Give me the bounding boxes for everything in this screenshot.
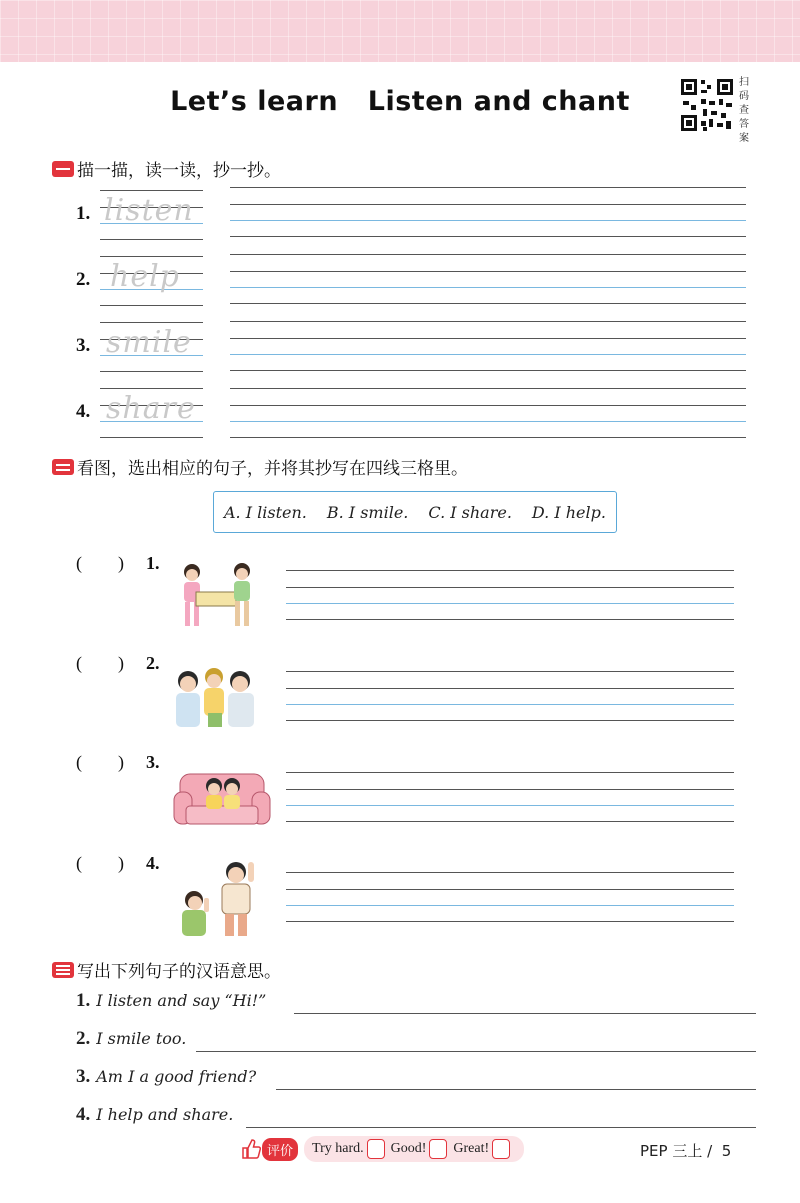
copy-lines[interactable]	[230, 187, 746, 237]
page-title: Let’s learn Listen and chant	[170, 86, 630, 117]
eval-try-hard-checkbox[interactable]	[367, 1139, 385, 1159]
writing-lines[interactable]	[286, 772, 734, 822]
thumbs-up-icon	[240, 1138, 262, 1160]
answer-blank[interactable]: ( )	[76, 853, 124, 873]
kids-on-sofa-picture	[172, 768, 272, 830]
evaluation-label: 评价	[262, 1138, 298, 1161]
sentence-text: I help and share.	[96, 1105, 234, 1124]
item-number: 3.	[146, 752, 160, 772]
boy-waving-to-man-picture	[176, 858, 266, 938]
header-band	[0, 0, 800, 62]
sentence-number: 2.	[76, 1028, 91, 1049]
answer-blank[interactable]: ( )	[76, 752, 124, 772]
eval-good-checkbox[interactable]	[429, 1139, 447, 1159]
evaluation-options	[304, 1136, 524, 1162]
section-3-heading	[52, 957, 281, 982]
page-info: PEP 三上 / 5	[640, 1142, 732, 1160]
answer-line[interactable]	[294, 1013, 756, 1014]
section-1-badge-icon	[52, 161, 74, 177]
option-c: C. I share.	[428, 502, 512, 522]
writing-lines[interactable]	[286, 671, 734, 721]
trace-word: smile	[106, 325, 192, 360]
evaluation-bar	[240, 1136, 524, 1162]
option-a: A. I listen.	[224, 502, 307, 522]
item-number: 3.	[76, 335, 91, 356]
item-number: 2.	[146, 653, 160, 673]
eval-try-hard-label: Try hard.	[312, 1141, 364, 1156]
answer-line[interactable]	[246, 1127, 756, 1128]
section-1-heading-text: 描一描，读一读，抄一抄。	[77, 161, 281, 181]
section-2-badge-icon	[52, 459, 74, 475]
sentence-number: 1.	[76, 990, 91, 1011]
answer-blank[interactable]: ( )	[76, 653, 124, 673]
item-number: 1.	[146, 553, 160, 573]
family-smiling-picture	[170, 663, 265, 733]
eval-great-checkbox[interactable]	[492, 1139, 510, 1159]
sentence-text: Am I a good friend?	[96, 1067, 257, 1086]
trace-word: help	[110, 259, 180, 294]
sentence-1	[76, 990, 266, 1012]
sentence-number: 3.	[76, 1066, 91, 1087]
qr-char: 码	[739, 91, 749, 102]
copy-lines[interactable]	[230, 254, 746, 304]
section-3-heading-text: 写出下列句子的汉语意思。	[77, 962, 281, 982]
answer-line[interactable]	[196, 1051, 756, 1052]
two-kids-carrying-box-picture	[170, 560, 265, 632]
sentence-4	[76, 1104, 233, 1126]
option-b: B. I smile.	[326, 502, 409, 522]
section-1-heading	[52, 156, 281, 181]
section-2-heading-text: 看图，选出相应的句子，并将其抄写在四线三格里。	[77, 459, 468, 479]
options-box	[213, 491, 617, 533]
writing-lines[interactable]	[286, 570, 734, 620]
trace-word: listen	[104, 193, 194, 228]
trace-word: share	[106, 391, 196, 426]
eval-good-label: Good!	[390, 1141, 427, 1156]
sentence-text: I listen and say “Hi!”	[96, 991, 267, 1010]
item-number: 4.	[76, 401, 91, 422]
qr-char: 查	[739, 105, 749, 116]
qr-char: 案	[739, 133, 749, 144]
qr-code-icon	[679, 77, 735, 133]
copy-lines[interactable]	[230, 388, 746, 438]
item-number: 2.	[76, 269, 91, 290]
item-number: 1.	[76, 203, 91, 224]
copy-lines[interactable]	[230, 321, 746, 371]
qr-char: 扫	[739, 77, 749, 88]
qr-caption	[739, 76, 753, 146]
writing-lines[interactable]	[286, 872, 734, 922]
sentence-number: 4.	[76, 1104, 91, 1125]
sentence-3	[76, 1066, 256, 1088]
answer-blank[interactable]: ( )	[76, 553, 124, 573]
section-2-heading	[52, 454, 468, 479]
qr-char: 答	[739, 119, 749, 130]
item-number: 4.	[146, 853, 160, 873]
sentence-text: I smile too.	[96, 1029, 187, 1048]
section-3-badge-icon	[52, 962, 74, 978]
sentence-2	[76, 1028, 186, 1050]
option-d: D. I help.	[531, 502, 606, 522]
eval-great-label: Great!	[453, 1141, 490, 1156]
answer-line[interactable]	[276, 1089, 756, 1090]
